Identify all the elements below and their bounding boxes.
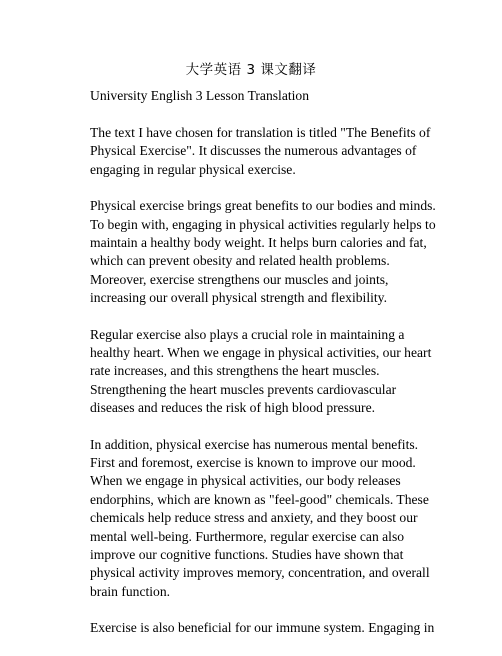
paragraph: Regular exercise also plays a crucial role in maintaining a healthy heart. When we engage in physical activities, our heart rate increases, and this strengthens the heart muscles. Strengthening the heart muscles prevents cardiovascular diseases and reduces the risk of high blood pressure.: [90, 326, 432, 416]
paragraph: Physical exercise brings great benefits to our bodies and minds. To begin with, engaging in physical activities regularly helps to maintain a healthy body weight. It helps burn calories and fat, which can prevent obesity and related health problems. Moreover, exercise strengthens our muscles and joints, increasing our overall physical strength and flexibility.: [90, 198, 436, 306]
paragraph: The text I have chosen for translation is titled "The Benefits of Physical Exercise". It discusses the numerous advantages of engaging in regular physical exercise.: [90, 124, 431, 177]
document-subtitle: University English 3 Lesson Translation: [90, 88, 310, 103]
paragraph: Exercise is also beneficial for our immune system. Engaging in: [90, 620, 435, 636]
paragraph: In addition, physical exercise has numerous mental benefits. First and foremost, exercise is known to improve our mood. When we engage in physical activities, our body releases endorphins, which are known as "feel-good" chemicals. These chemicals help reduce stress and anxiety, and they boost our mental well-being. Furthermore, regular exercise can also improve our cognitive functions. Studies have shown that physical activity improves memory, concentration, and overall brain function.: [90, 436, 430, 599]
document-title: 大学英语 3 课文翻译: [185, 62, 317, 78]
document-body: [90, 87, 438, 656]
